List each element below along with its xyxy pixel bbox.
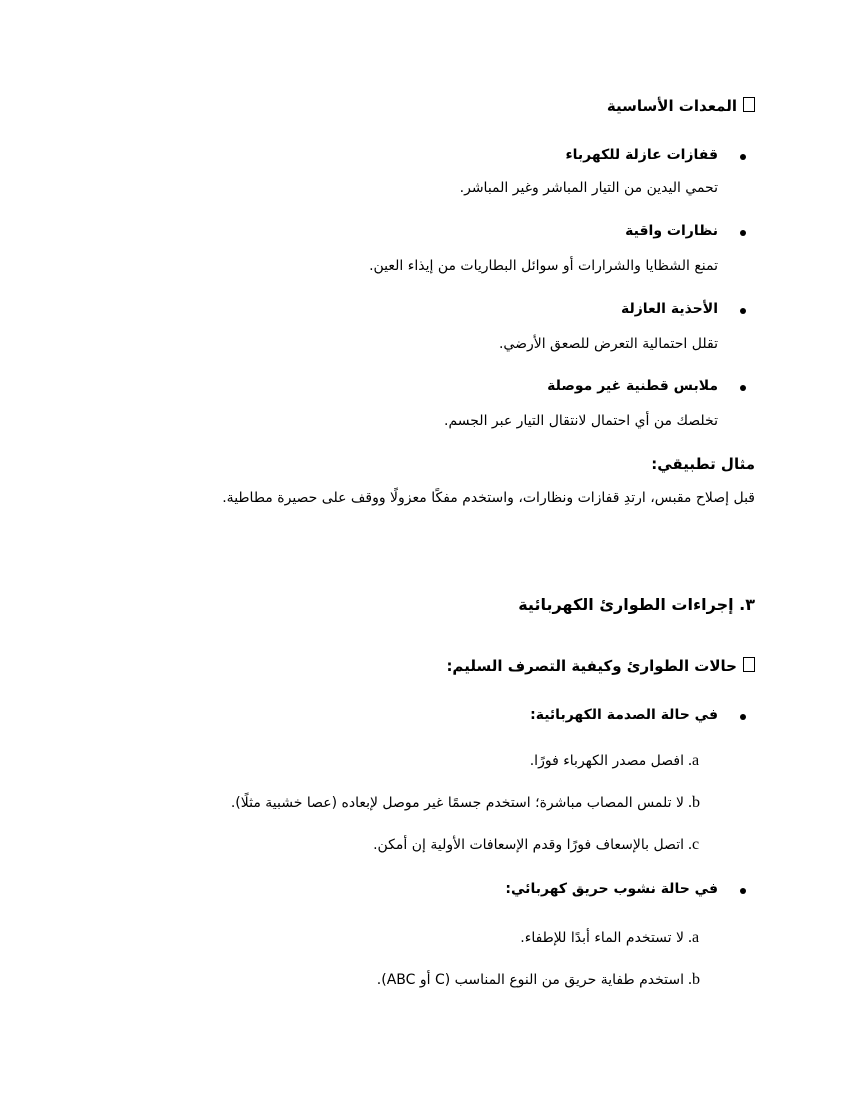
- equipment-heading-text: المعدات الأساسية: [606, 97, 737, 115]
- example-text: قبل إصلاح مقبس، ارتدِ قفازات ونظارات، واستخدم مفكًا معزولًا ووقف على حصيرة مطاطية.: [222, 490, 755, 506]
- step-text: لا تلمس المصاب مباشرة؛ استخدم جسمًا غير موصل لإبعاده (عصا خشبية مثلًا).: [230, 795, 684, 811]
- step-letter: a.: [688, 929, 700, 946]
- item-title: ملابس قطنية غير موصلة: [547, 378, 718, 394]
- item-title: الأحذية العازلة: [620, 301, 718, 317]
- bullet-icon: [740, 888, 746, 894]
- case-title: في حالة نشوب حريق كهربائي:: [505, 881, 718, 897]
- item-title: نظارات واقية: [625, 223, 718, 239]
- bullet-icon: [740, 385, 746, 391]
- bullet-icon: [740, 308, 746, 314]
- example-label: مثال تطبيقي:: [651, 455, 755, 473]
- step-text: اتصل بالإسعاف فورًا وقدم الإسعافات الأولية إن أمكن.: [373, 837, 684, 853]
- step-text: لا تستخدم الماء أبدًا للإطفاء.: [520, 930, 684, 946]
- step-letter: a.: [688, 752, 700, 769]
- item-description: تقلل احتمالية التعرض للصعق الأرضي.: [498, 336, 718, 352]
- section-title: ٣. إجراءات الطوارئ الكهربائية: [518, 595, 755, 614]
- checkbox-glyph-icon: [743, 657, 755, 672]
- equipment-heading: [80, 96, 755, 116]
- item-description: تحمي اليدين من التيار المباشر وغير المباشر.: [459, 180, 718, 196]
- step-text: استخدم طفاية حريق من النوع المناسب (C أو ABC).: [376, 972, 684, 988]
- emergency-subheading: [80, 656, 755, 676]
- emergency-subheading-text: حالات الطوارئ وكيفية التصرف السليم:: [446, 657, 737, 675]
- item-description: تخلصك من أي احتمال لانتقال التيار عبر الجسم.: [444, 413, 718, 429]
- item-description: تمنع الشظايا والشرارات أو سوائل البطاريات من إيذاء العين.: [369, 258, 718, 274]
- item-title: قفازات عازلة للكهرباء: [565, 147, 718, 163]
- bullet-icon: [740, 714, 746, 720]
- step-letter: b.: [688, 971, 700, 988]
- checkbox-glyph-icon: [743, 97, 755, 112]
- step-letter: c.: [688, 836, 700, 853]
- bullet-icon: [740, 154, 746, 160]
- step-letter: b.: [688, 794, 700, 811]
- case-title: في حالة الصدمة الكهربائية:: [530, 707, 718, 723]
- bullet-icon: [740, 230, 746, 236]
- step-text: افصل مصدر الكهرباء فورًا.: [529, 753, 684, 769]
